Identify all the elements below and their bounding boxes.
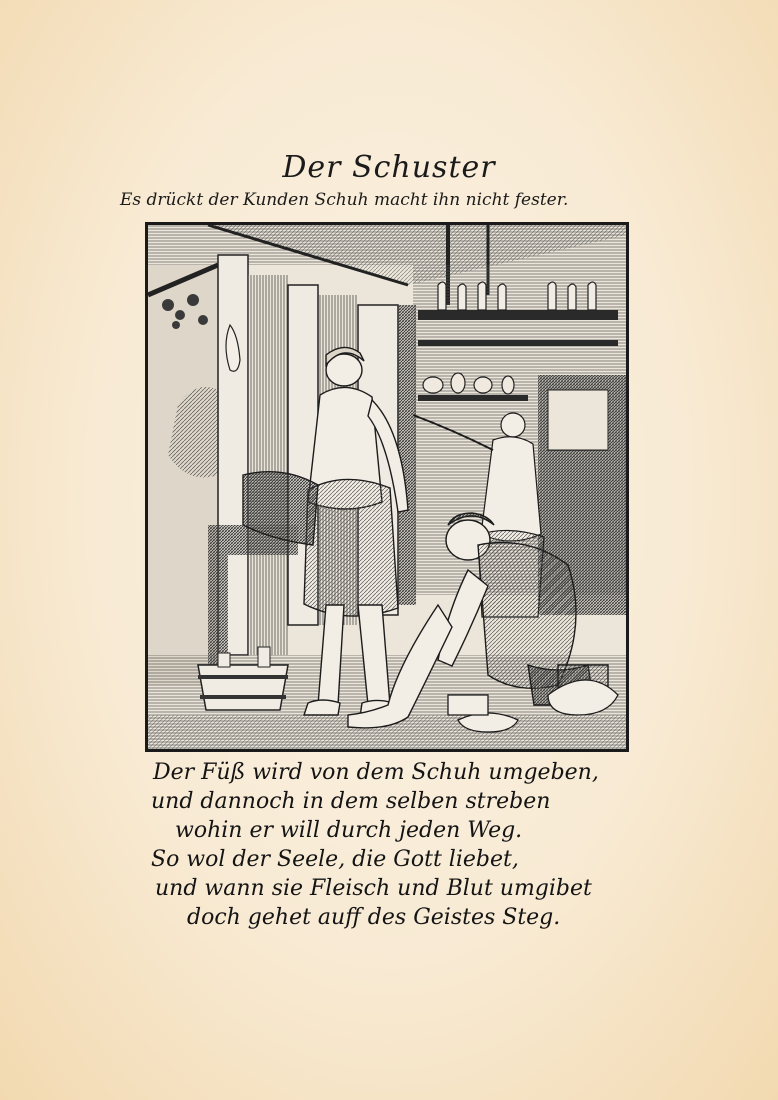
verse-line: und dannoch in dem selben streben (151, 789, 551, 814)
plate-subtitle: Es drückt der Kunden Schuh macht ihn nicht fester. (120, 190, 569, 210)
verse-line: wohin er will durch jeden Weg. (175, 818, 523, 843)
plate-title: Der Schuster (282, 150, 496, 185)
verse-block (145, 758, 645, 932)
verse-line: doch gehet auff des Geistes Steg. (187, 905, 561, 930)
shoemaker-engraving (145, 222, 629, 752)
engraving-illustration (148, 225, 626, 749)
verse-line: So wol der Seele, die Gott liebet, (151, 847, 519, 872)
verse-line: und wann sie Fleisch und Blut umgibet (155, 876, 592, 901)
verse-line: Der Füß wird von dem Schuh umgeben, (153, 760, 599, 785)
